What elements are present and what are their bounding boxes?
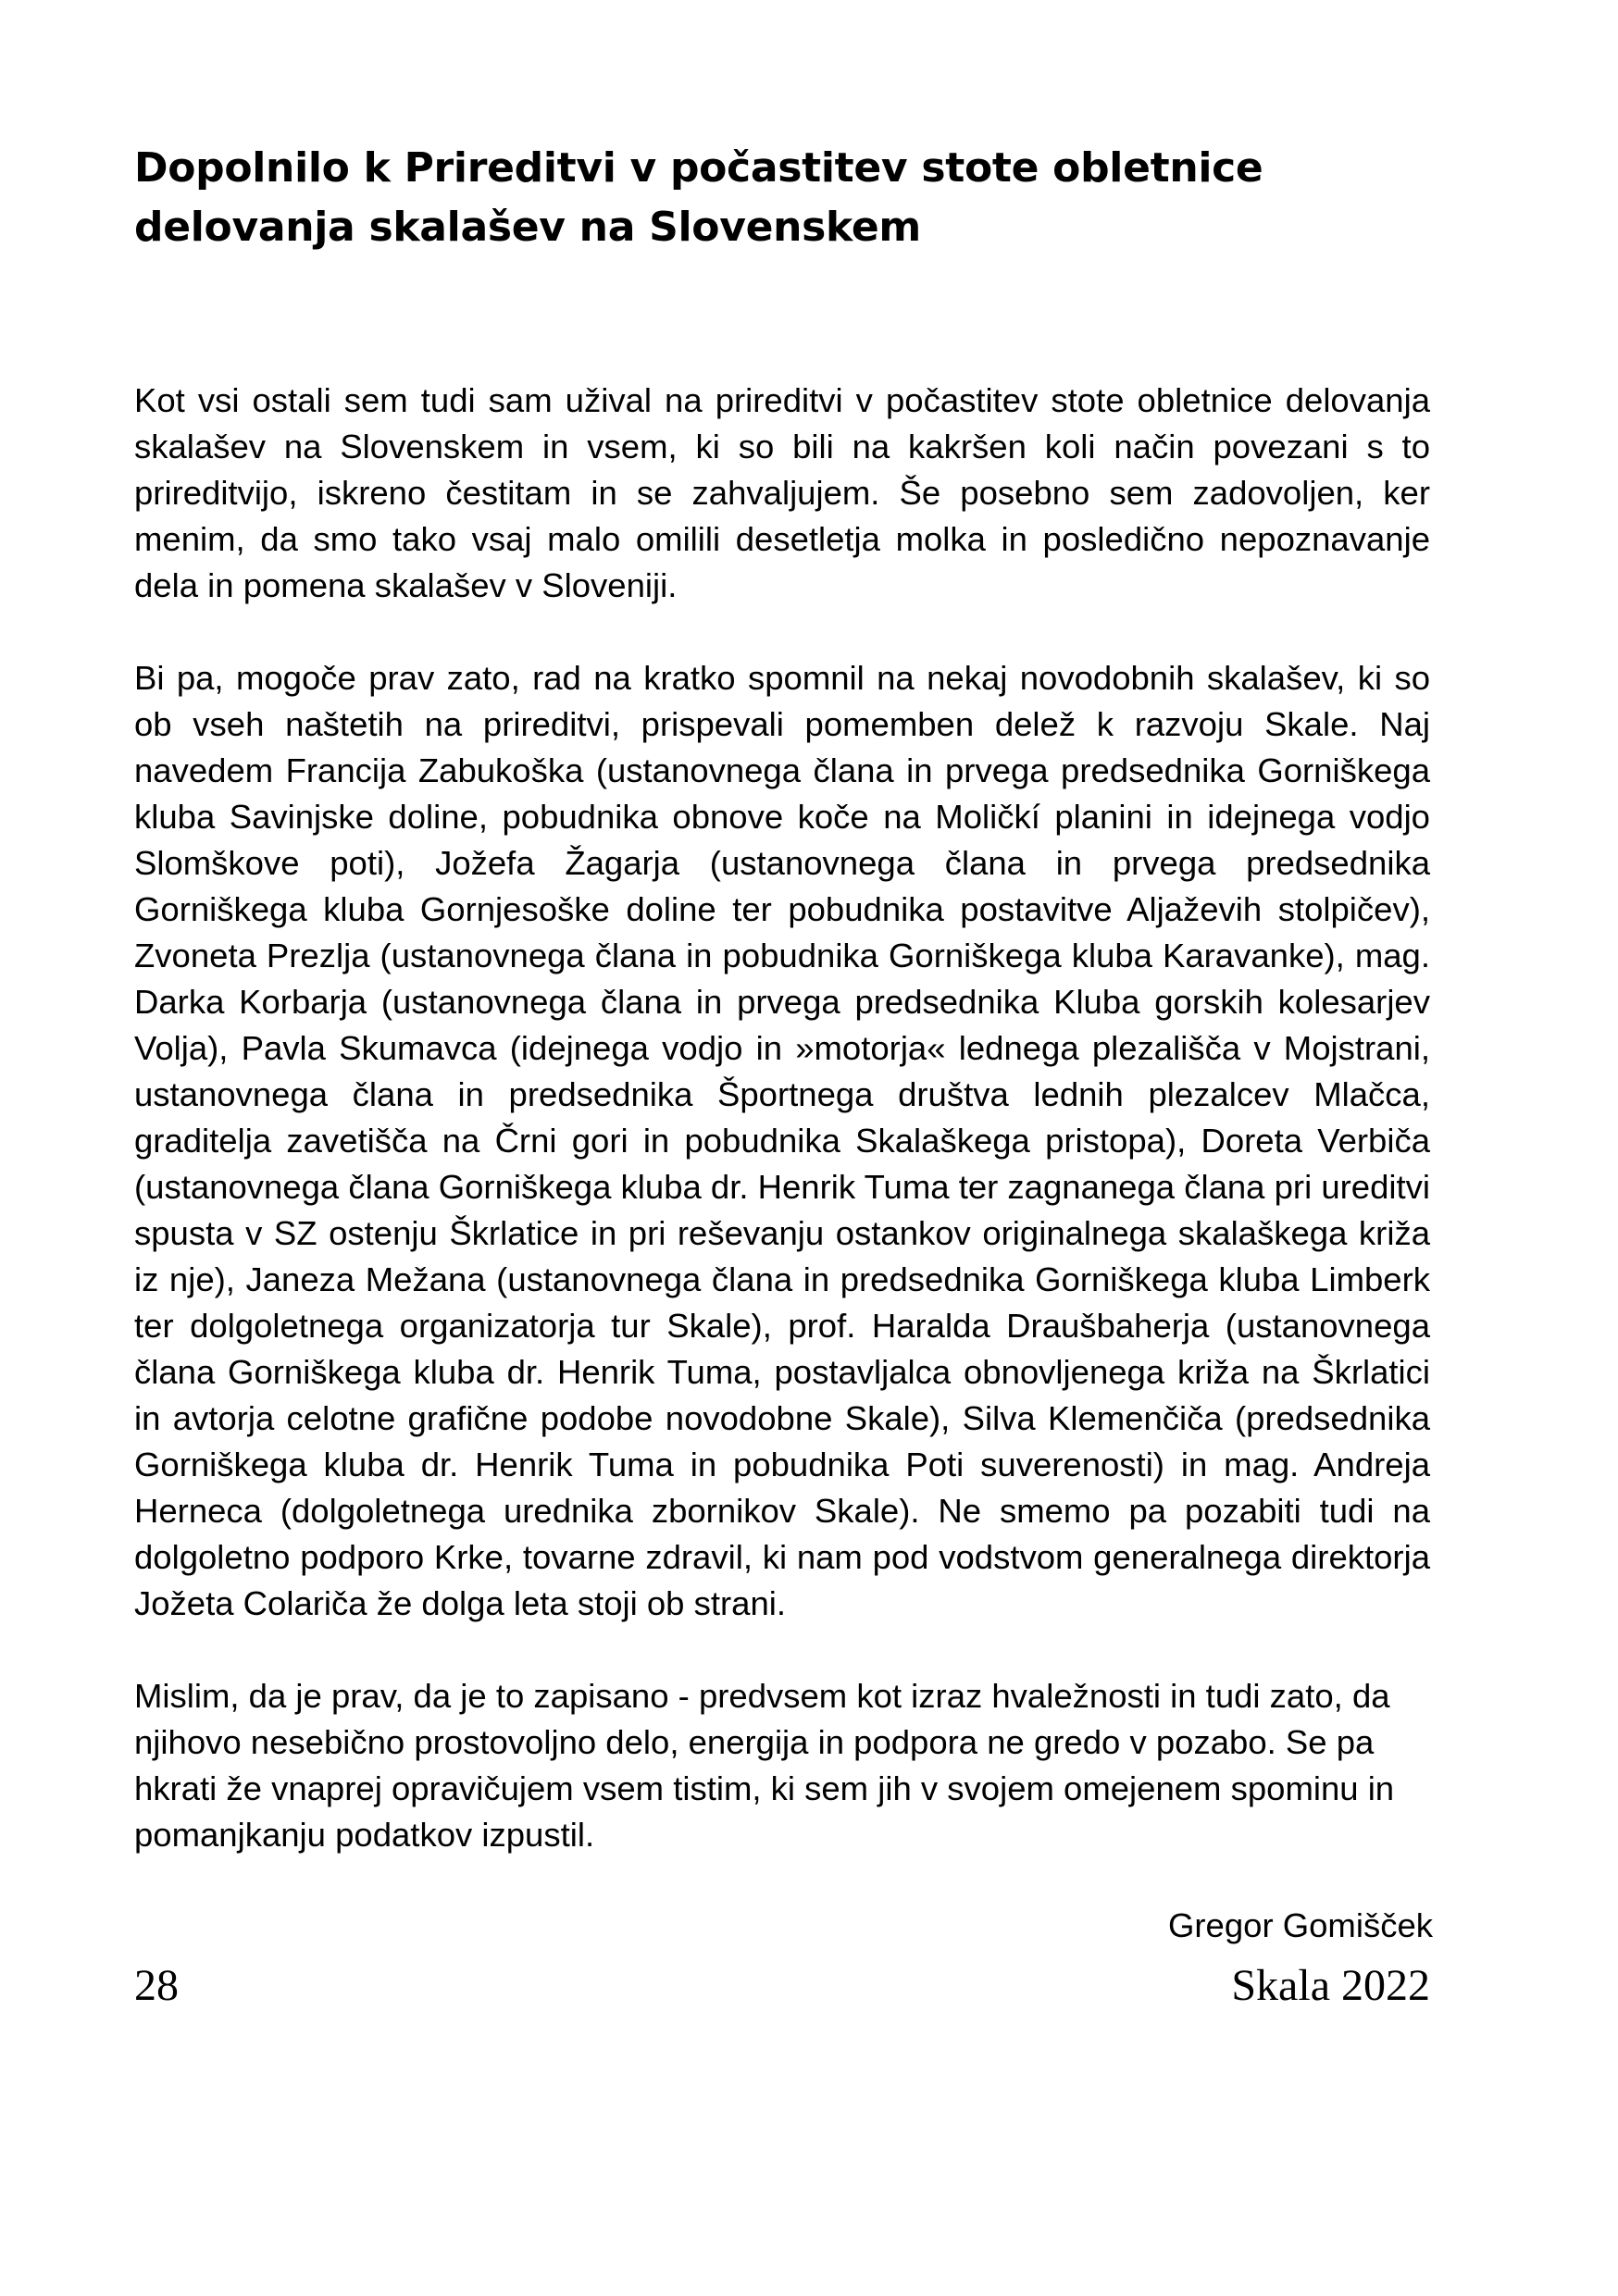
paragraph-closing: Mislim, da je prav, da je to zapisano - predvsem kot izraz hvaležnosti in tudi zato, da njihovo nesebično prostovoljno delo, energija in podpora ne gredo v pozabo. Se pa hkrati že vnaprej opravičujem vsem tistim, ki sem jih v svojem omejenem spominu in pomanjkanju podatkov izpustil. (134, 1677, 1395, 1854)
article-header (134, 139, 1430, 257)
paragraph-members: Bi pa, mogoče prav zato, rad na kratko spomnil na nekaj novodobnih skalašev, ki so ob vseh naštetih na prireditvi, prispevali pomemben delež k razvoju Skale. Naj navedem Francija Zabukoška (ustanovnega člana in prvega predsednika Gorniškega kluba Savinjske doline, pobudnika obnove koče na Moličkí planini in idejnega vodjo Slomškove poti), Jožefa Žagarja (ustanovnega člana in prvega predsednika Gorniškega kluba Gornjesoške doline ter pobudnika postavitve Aljaževih stolpičev), Zvoneta Prezlja (ustanovnega člana in pobudnika Gorniškega kluba Karavanke), mag. Darka Korbarja (ustanovnega člana in prvega predsednika Kluba gorskih kolesarjev Volja), Pavla Skumavca (idejnega vodjo in »motorja« lednega plezališča v Mojstrani, ustanovnega člana in predsednika Športnega društva lednih plezalcev Mlačca, graditelja zavetišča na Črni gori in pobudnika Skalaškega pristopa), Doreta Verbiča (ustanovnega člana Gorniškega kluba dr. Henrik Tuma ter zagnanega člana pri ureditvi spusta v SZ ostenju Škrlatice in pri reševanju ostankov originalnega skalaškega križa iz nje), Janeza Mežana (ustanovnega člana in predsednika Gorniškega kluba Limberk ter dolgoletnega organizatorja tur Skale), prof. Haralda Draušbaherja (ustanovnega člana Gorniškega kluba dr. Henrik Tuma, postavljalca obnovljenega križa na Škrlatici in avtorja celotne grafične podobe novodobne Skale), Silva Klemenčiča (predsednika Gorniškega kluba dr. Henrik Tuma in pobudnika Poti suverenosti) in mag. Andreja Herneca (dolgoletnega urednika zbornikov Skale). Ne smemo pa pozabiti tudi na dolgoletno podporo Krke, tovarne zdravil, ki nam pod vodstvom generalnega direktorja Jožeta Colariča že dolga leta stoji ob strani. (134, 659, 1430, 1622)
author-signature: Gregor Gomišček (1168, 1906, 1433, 1944)
page-number: 28 (134, 1961, 179, 2010)
page-footer (134, 1958, 1430, 2014)
publication-name: Skala 2022 (1231, 1961, 1430, 2010)
article-title: Dopolnilo k Prireditvi v počastitev stote obletnice delovanja skalašev na Slovenskem (134, 144, 1263, 251)
paragraph-intro: Kot vsi ostali sem tudi sam užival na prireditvi v počastitev stote obletnice delovanja skalašev na Slovenskem in vsem, ki so bili na kakršen koli način povezani s to prireditvijo, iskreno čestitam in se zahvaljujem. Še posebno sem zadovoljen, ker menim, da smo tako vsaj malo omilili desetletja molka in posledično nepoznavanje dela in pomena skalašev v Sloveniji. (134, 381, 1430, 604)
article-body (134, 378, 1430, 1858)
